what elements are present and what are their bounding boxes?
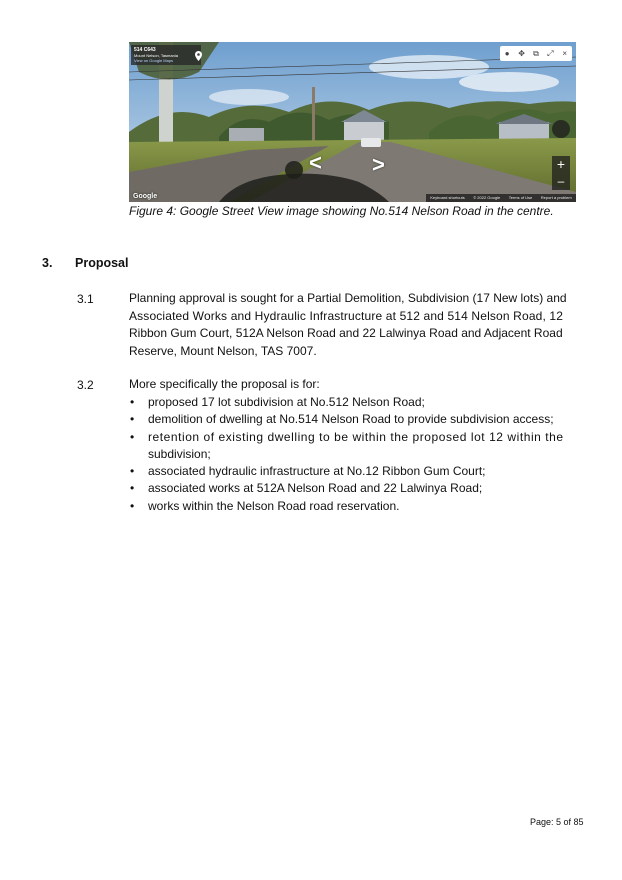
paragraph-number-3-1: 3.1 <box>77 292 94 306</box>
paragraph-line: Ribbon Gum Court, 512A Nelson Road and 22 Lalwinya Road and Adjacent Road <box>129 326 563 340</box>
fullscreen-icon[interactable]: ⤢ <box>547 49 554 58</box>
street-view-image <box>129 42 576 202</box>
paragraph-3-1 <box>129 290 577 360</box>
close-icon[interactable]: × <box>562 49 568 58</box>
compass-icon[interactable] <box>552 120 570 138</box>
paragraph-line: Associated Works and Hydraulic Infrastructure at 512 and 514 Nelson Road, 12 <box>129 308 564 323</box>
street-scene-illustration <box>129 42 576 202</box>
bullet-icon: • <box>130 412 135 427</box>
page-number: Page: 5 of 85 <box>530 817 584 827</box>
paragraph-3-2-intro <box>129 376 577 394</box>
list-item-text: demolition of dwelling at No.514 Nelson Road to provide subdivision access; <box>148 412 554 427</box>
zoom-in-button[interactable]: + <box>556 156 566 172</box>
section-title: Proposal <box>75 256 129 270</box>
move-icon[interactable]: ✥ <box>518 49 525 58</box>
list-item <box>129 429 579 464</box>
copyright-text: © 2022 Google <box>473 195 501 200</box>
list-item-text: associated hydraulic infrastructure at No.12 Ribbon Gum Court; <box>148 464 486 479</box>
paragraph-line: Reserve, Mount Nelson, TAS 7007. <box>129 343 317 358</box>
list-item-text: proposed 17 lot subdivision at No.512 Nelson Road; <box>148 395 425 409</box>
list-item-text: works within the Nelson Road road reservation. <box>148 498 400 513</box>
list-item <box>129 498 579 515</box>
paragraph-number-3-2: 3.2 <box>77 378 94 392</box>
figure-caption: Figure 4: Google Street View image showing No.514 Nelson Road in the centre. <box>129 204 554 218</box>
zoom-out-button[interactable]: – <box>557 174 565 188</box>
paragraph-line: Planning approval is sought for a Partial Demolition, Subdivision (17 New lots) and <box>129 291 567 305</box>
street-view-footer <box>426 194 576 202</box>
list-item-text: associated works at 512A Nelson Road and 22 Lalwinya Road; <box>148 481 483 496</box>
navigate-back-arrow-icon[interactable]: < <box>309 150 322 175</box>
street-view-location: Mount Nelson, Tasmania <box>134 53 178 58</box>
section-number: 3. <box>42 256 53 270</box>
google-logo: Google <box>133 193 158 200</box>
list-item-text: retention of existing dwelling to be within the proposed lot 12 within the <box>148 429 564 444</box>
bullet-icon: • <box>130 429 135 444</box>
bullet-icon: • <box>130 498 135 513</box>
proposal-bullet-list <box>129 394 579 515</box>
paragraph-line: More specifically the proposal is for: <box>129 377 320 391</box>
bullet-icon: • <box>130 395 135 409</box>
zoom-control <box>552 156 570 190</box>
map-pin-icon[interactable] <box>195 51 202 61</box>
navigate-forward-arrow-icon[interactable]: > <box>372 152 385 177</box>
view-on-google-maps-link[interactable]: View on Google Maps <box>134 58 174 63</box>
list-item <box>129 463 579 480</box>
share-icon[interactable]: ⧉ <box>533 49 539 58</box>
terms-of-use-link[interactable]: Terms of Use <box>508 195 533 200</box>
street-view-address: 514 C643 <box>134 47 156 53</box>
street-view-info-panel[interactable] <box>131 45 201 65</box>
list-item-text: subdivision; <box>148 446 211 461</box>
bullet-icon: • <box>130 481 135 496</box>
pegman-icon[interactable]: ● <box>504 49 510 58</box>
bullet-icon: • <box>130 464 135 479</box>
street-view-toolbar <box>500 46 572 61</box>
list-item <box>129 394 579 411</box>
list-item <box>129 480 579 497</box>
list-item <box>129 411 579 428</box>
report-problem-link[interactable]: Report a problem <box>540 195 572 200</box>
keyboard-shortcuts-link[interactable]: Keyboard shortcuts <box>430 195 465 200</box>
